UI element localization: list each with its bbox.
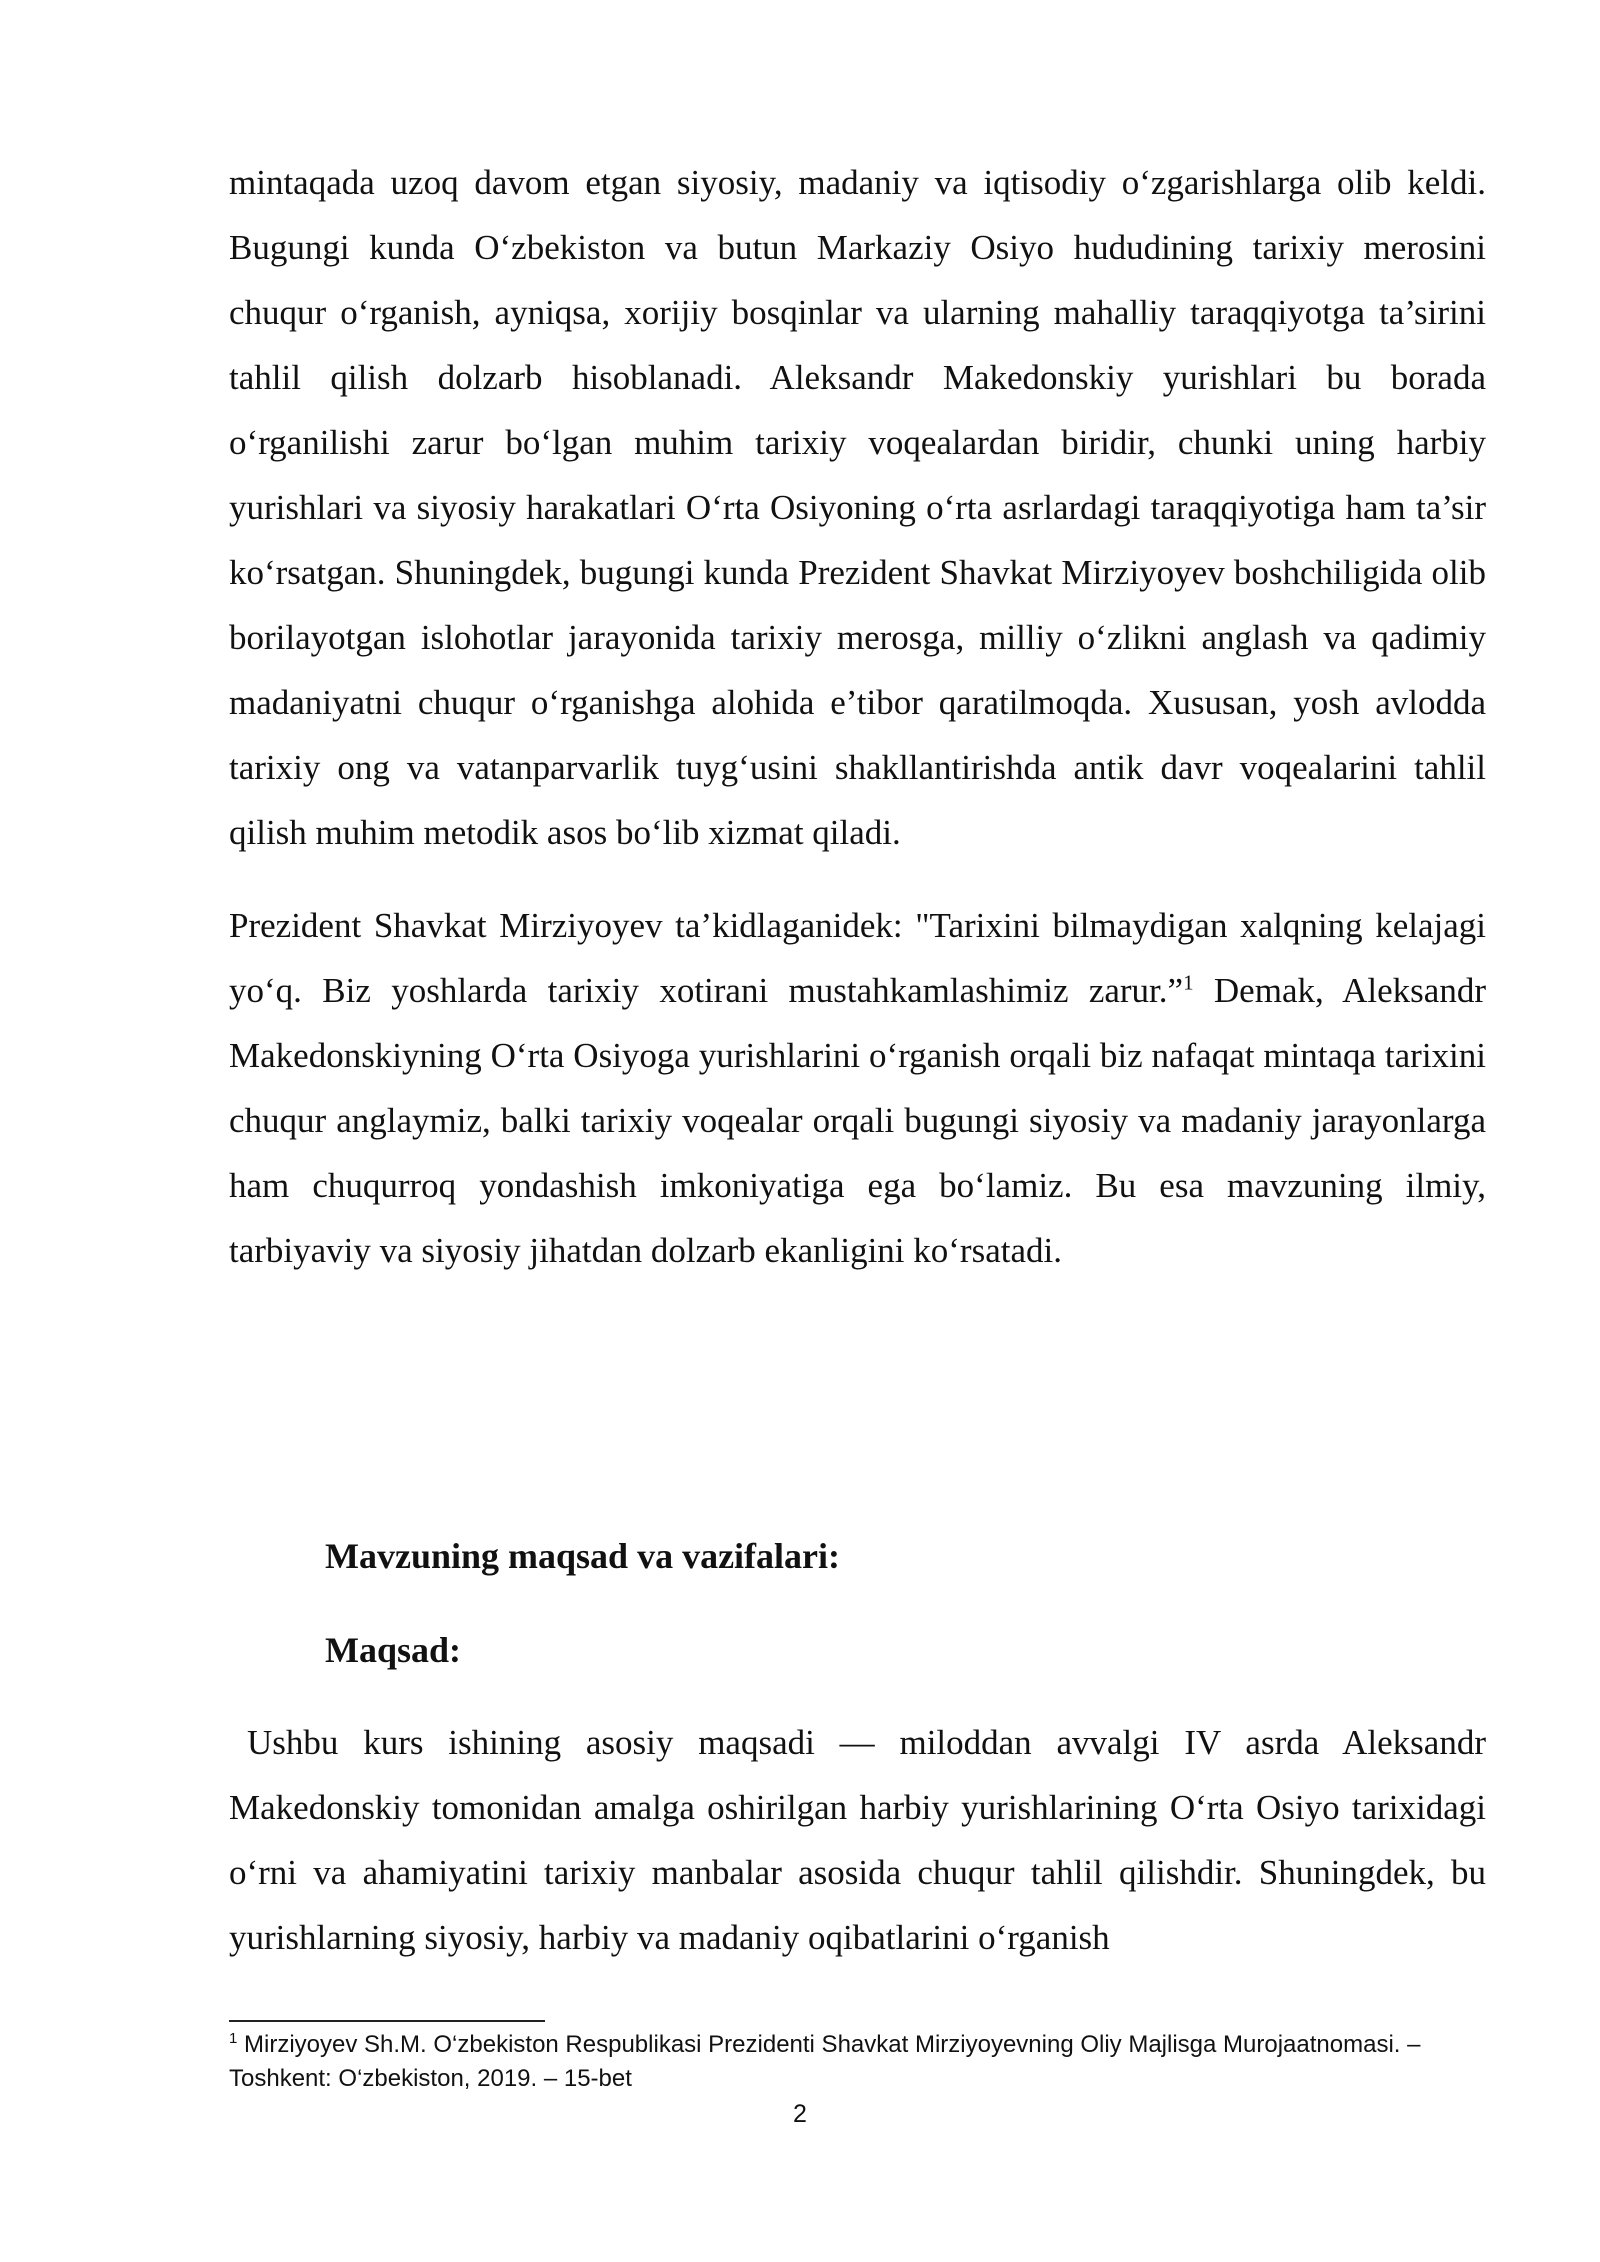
footnote-text: Mirziyoyev Sh.M. O‘zbekiston Respublikasi Prezidenti Shavkat Mirziyoyevning Oliy Majlisga Murojaatnomasi. – Toshkent: O‘zbekiston, 2019. – 15-bet <box>229 2031 1421 2092</box>
footnote-number: 1 <box>229 2030 238 2047</box>
maqsad-text: Ushbu kurs ishining asosiy maqsadi — miloddan avvalgi IV asrda Aleksandr Makedonskiy tomonidan amalga oshirilgan harbiy yurishlarining O‘rta Osiyo tarixidagi o‘rni va ahamiyatini tarixiy manbalar asosida chuqur tahlil qilishdir. Shuningdek, bu yurishlarning siyosiy, harbiy va madaniy oqibatlarini o‘rganish <box>229 1723 1486 1957</box>
body-text <box>229 150 1486 1283</box>
section-heading: Mavzuning maqsad va vazifalari: <box>325 1536 841 1576</box>
paragraph-2-quote: Prezident Shavkat Mirziyoyev ta’kidlaganidek: "Tarixini bilmaydigan xalqning kelajagi yo‘q. Biz yoshlarda tarixiy xotirani mustahkamlashimiz zarur.” <box>229 906 1486 1010</box>
paragraph-2-continuation: Demak, Aleksandr Makedonskiyning O‘rta Osiyoga yurishlarini o‘rganish orqali biz nafaqat mintaqa tarixini chuqur anglaymiz, balki tarixiy voqealar orqali bugungi siyosiy va madaniy jarayonlarga ham chuqurroq yondashish imkoniyatiga ega bo‘lamiz. Bu esa mavzuning ilmiy, tarbiyaviy va siyosiy jihatdan dolzarb ekanligini ko‘rsatadi. <box>229 971 1486 1270</box>
footnote-separator <box>229 2020 545 2022</box>
subsection-heading: Maqsad: <box>325 1630 462 1670</box>
maqsad-paragraph <box>229 1710 1486 1970</box>
page-number: 2 <box>793 2100 807 2128</box>
footnote <box>229 2028 1486 2096</box>
paragraph-2 <box>229 893 1486 1283</box>
paragraph-1: mintaqada uzoq davom etgan siyosiy, madaniy va iqtisodiy o‘zgarishlarga olib keldi. Bugungi kunda O‘zbekiston va butun Markaziy Osiyo hududining tarixiy merosini chuqur o‘rganish, ayniqsa, xorijiy bosqinlar va ularning mahalliy taraqqiyotga ta’sirini tahlil qilish dolzarb hisoblanadi. Aleksandr Makedonskiy yurishlari bu borada o‘rganilishi zarur bo‘lgan muhim tarixiy voqealardan biridir, chunki uning harbiy yurishlari va siyosiy harakatlari O‘rta Osiyoning o‘rta asrlardagi taraqqiyotiga ham ta’sir ko‘rsatgan. Shuningdek, bugungi kunda Prezident Shavkat Mirziyoyev boshchiligida olib borilayotgan islohotlar jarayonida tarixiy merosga, milliy o‘zlikni anglash va qadimiy madaniyatni chuqur o‘rganishga alohida e’tibor qaratilmoqda. Xususan, yosh avlodda tarixiy ong va vatanparvarlik tuyg‘usini shakllantirishda antik davr voqealarini tahlil qilish muhim metodik asos bo‘lib xizmat qiladi. <box>229 163 1486 852</box>
footnote-reference[interactable]: 1 <box>1183 970 1194 995</box>
